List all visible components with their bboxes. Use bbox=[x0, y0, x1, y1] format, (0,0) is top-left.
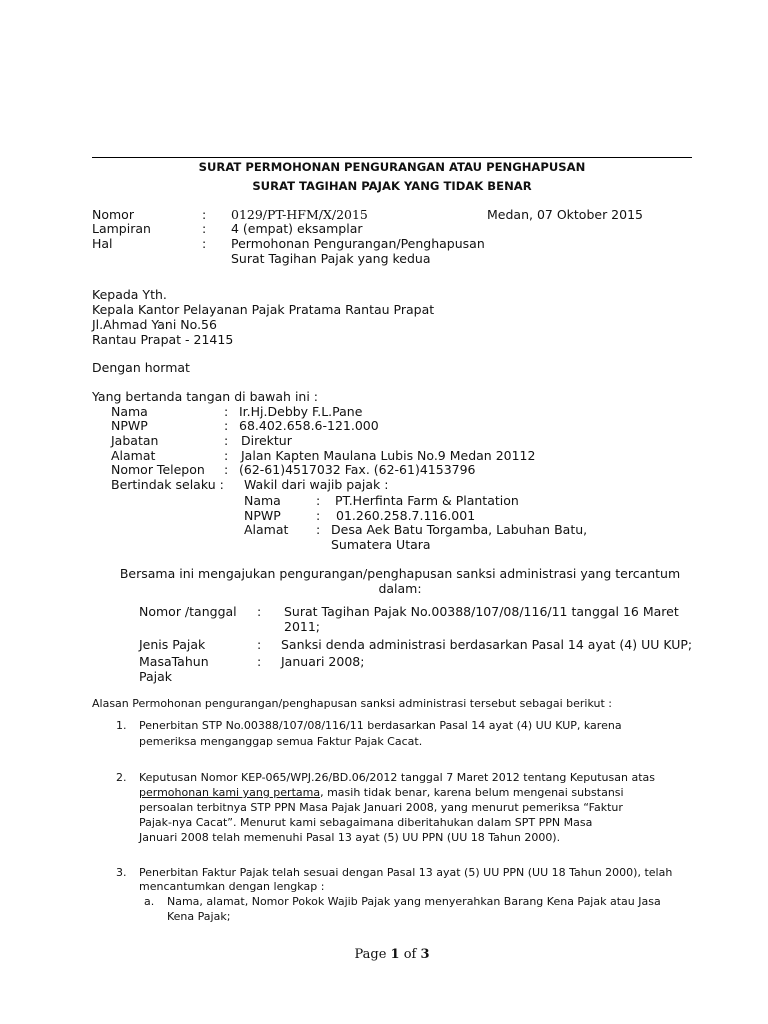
request-jenis-label: Jenis Pajak bbox=[139, 637, 206, 652]
request-nomor-label: Nomor /tanggal bbox=[139, 604, 237, 619]
signer-bertindak-value: Wakil dari wajib pajak : bbox=[244, 477, 389, 492]
page-number: 1 bbox=[390, 947, 400, 962]
company-nama-label: Nama bbox=[244, 493, 281, 508]
reason-2-underlined: permohonan kami yang pertama bbox=[139, 786, 321, 799]
request-intro-1: Bersama ini mengajukan pengurangan/penghapusan sanksi administrasi yang tercantum bbox=[119, 566, 681, 581]
signer-telp-value: (62-61)4517032 Fax. (62-61)4153796 bbox=[239, 462, 476, 477]
request-masa-label-1: MasaTahun bbox=[139, 654, 209, 669]
signer-bertindak-label: Bertindak selaku : bbox=[111, 477, 224, 492]
reason-3-number: 3. bbox=[116, 866, 127, 879]
lampiran-label: Lampiran bbox=[92, 221, 151, 236]
request-nomor-colon: : bbox=[257, 604, 262, 619]
request-masa-colon: : bbox=[257, 654, 262, 669]
lampiran-value: 4 (empat) eksamplar bbox=[231, 221, 363, 236]
reason-3-line1: Penerbitan Faktur Pajak telah sesuai dengan Pasal 13 ayat (5) UU PPN (UU 18 Tahun 2000), telah bbox=[139, 866, 673, 879]
reason-1-line1: Penerbitan STP No.00388/107/08/116/11 berdasarkan Pasal 14 ayat (4) UU KUP, karena bbox=[139, 719, 622, 732]
recipient-line3: Jl.Ahmad Yani No.56 bbox=[92, 317, 217, 332]
of-word: of bbox=[403, 947, 417, 962]
request-intro-2: dalam: bbox=[378, 581, 422, 596]
reasons-intro: Alasan Permohonan pengurangan/penghapusan sanksi administrasi tersebut sebagai berikut : bbox=[92, 697, 612, 710]
signer-npwp-label: NPWP bbox=[111, 418, 148, 433]
nomor-label: Nomor bbox=[92, 207, 134, 222]
reason-3a-letter: a. bbox=[144, 895, 155, 908]
signer-telp-colon: : bbox=[224, 462, 229, 477]
place-date: Medan, 07 Oktober 2015 bbox=[487, 207, 643, 222]
greeting: Dengan hormat bbox=[92, 360, 190, 375]
signer-alamat-label: Alamat bbox=[111, 448, 156, 463]
company-alamat-label: Alamat bbox=[244, 522, 289, 537]
page-total: 3 bbox=[420, 947, 430, 962]
company-alamat-value-1: Desa Aek Batu Torgamba, Labuhan Batu, bbox=[331, 522, 588, 537]
hal-colon: : bbox=[202, 236, 207, 251]
signer-jabatan-colon: : bbox=[224, 433, 229, 448]
company-npwp-colon: : bbox=[316, 508, 321, 523]
reason-3-line2: mencantumkan dengan lengkap : bbox=[139, 880, 325, 893]
request-nomor-value-1: Surat Tagihan Pajak No.00388/107/08/116/11 tanggal 16 Maret bbox=[284, 604, 679, 619]
request-jenis-colon: : bbox=[257, 637, 262, 652]
company-npwp-label: NPWP bbox=[244, 508, 281, 523]
signer-nama-colon: : bbox=[224, 404, 229, 419]
reason-2-line2 bbox=[139, 786, 624, 800]
page-word: Page bbox=[354, 947, 387, 962]
reason-2-line2-rest: , masih tidak benar, karena belum mengenai substansi bbox=[320, 786, 624, 799]
recipient-line1: Kepada Yth. bbox=[92, 287, 167, 302]
signer-nama-value: Ir.Hj.Debby F.L.Pane bbox=[239, 404, 363, 419]
signer-jabatan-value: Direktur bbox=[241, 433, 292, 448]
reason-3a-line2: Kena Pajak; bbox=[167, 910, 231, 923]
page-footer bbox=[0, 947, 768, 963]
lampiran-colon: : bbox=[202, 221, 207, 236]
signer-telp-label: Nomor Telepon bbox=[111, 462, 205, 477]
reason-3a-line1: Nama, alamat, Nomor Pokok Wajib Pajak yang menyerahkan Barang Kena Pajak atau Jasa bbox=[167, 895, 661, 908]
request-masa-label-2: Pajak bbox=[139, 669, 173, 684]
recipient-line2: Kepala Kantor Pelayanan Pajak Pratama Rantau Prapat bbox=[92, 302, 435, 317]
reason-1-number: 1. bbox=[116, 719, 127, 732]
reason-2-line3: persoalan terbitnya STP PPN Masa Pajak Januari 2008, yang menurut pemeriksa “Faktur bbox=[139, 801, 623, 814]
request-jenis-value: Sanksi denda administrasi berdasarkan Pasal 14 ayat (4) UU KUP; bbox=[281, 637, 693, 652]
signer-alamat-value: Jalan Kapten Maulana Lubis No.9 Medan 20112 bbox=[241, 448, 536, 463]
company-nama-value: PT.Herfinta Farm & Plantation bbox=[335, 493, 519, 508]
hal-label: Hal bbox=[92, 236, 113, 251]
reason-2-line5: Januari 2008 telah memenuhi Pasal 13 ayat (5) UU PPN (UU 18 Tahun 2000). bbox=[139, 831, 561, 844]
signer-nama-label: Nama bbox=[111, 404, 148, 419]
reason-2-line4: Pajak-nya Cacat”. Menurut kami sebagaimana diberitahukan dalam SPT PPN Masa bbox=[139, 816, 593, 829]
recipient-line4: Rantau Prapat - 21415 bbox=[92, 332, 234, 347]
signer-jabatan-label: Jabatan bbox=[111, 433, 159, 448]
signer-alamat-colon: : bbox=[224, 448, 229, 463]
nomor-colon: : bbox=[202, 207, 207, 222]
header-rule bbox=[92, 157, 692, 158]
signer-npwp-value: 68.402.658.6-121.000 bbox=[239, 418, 379, 433]
request-nomor-value-2: 2011; bbox=[284, 619, 321, 634]
hal-value-1: Permohonan Pengurangan/Penghapusan bbox=[231, 236, 485, 251]
document-title-line2: SURAT TAGIHAN PAJAK YANG TIDAK BENAR bbox=[252, 179, 532, 193]
company-alamat-colon: : bbox=[316, 522, 321, 537]
company-nama-colon: : bbox=[316, 493, 321, 508]
company-alamat-value-2: Sumatera Utara bbox=[331, 537, 431, 552]
nomor-value: 0129/PT-HFM/X/2015 bbox=[231, 207, 368, 222]
signer-npwp-colon: : bbox=[224, 418, 229, 433]
company-npwp-value: 01.260.258.7.116.001 bbox=[336, 508, 476, 523]
signer-intro: Yang bertanda tangan di bawah ini : bbox=[92, 389, 319, 404]
reason-2-number: 2. bbox=[116, 771, 127, 784]
hal-value-2: Surat Tagihan Pajak yang kedua bbox=[231, 251, 431, 266]
reason-1-line2: pemeriksa menganggap semua Faktur Pajak Cacat. bbox=[139, 735, 423, 748]
document-title-line1: SURAT PERMOHONAN PENGURANGAN ATAU PENGHAPUSAN bbox=[198, 160, 586, 174]
request-masa-value: Januari 2008; bbox=[281, 654, 365, 669]
reason-2-line1: Keputusan Nomor KEP-065/WPJ.26/BD.06/2012 tanggal 7 Maret 2012 tentang Keputusan atas bbox=[139, 771, 655, 784]
